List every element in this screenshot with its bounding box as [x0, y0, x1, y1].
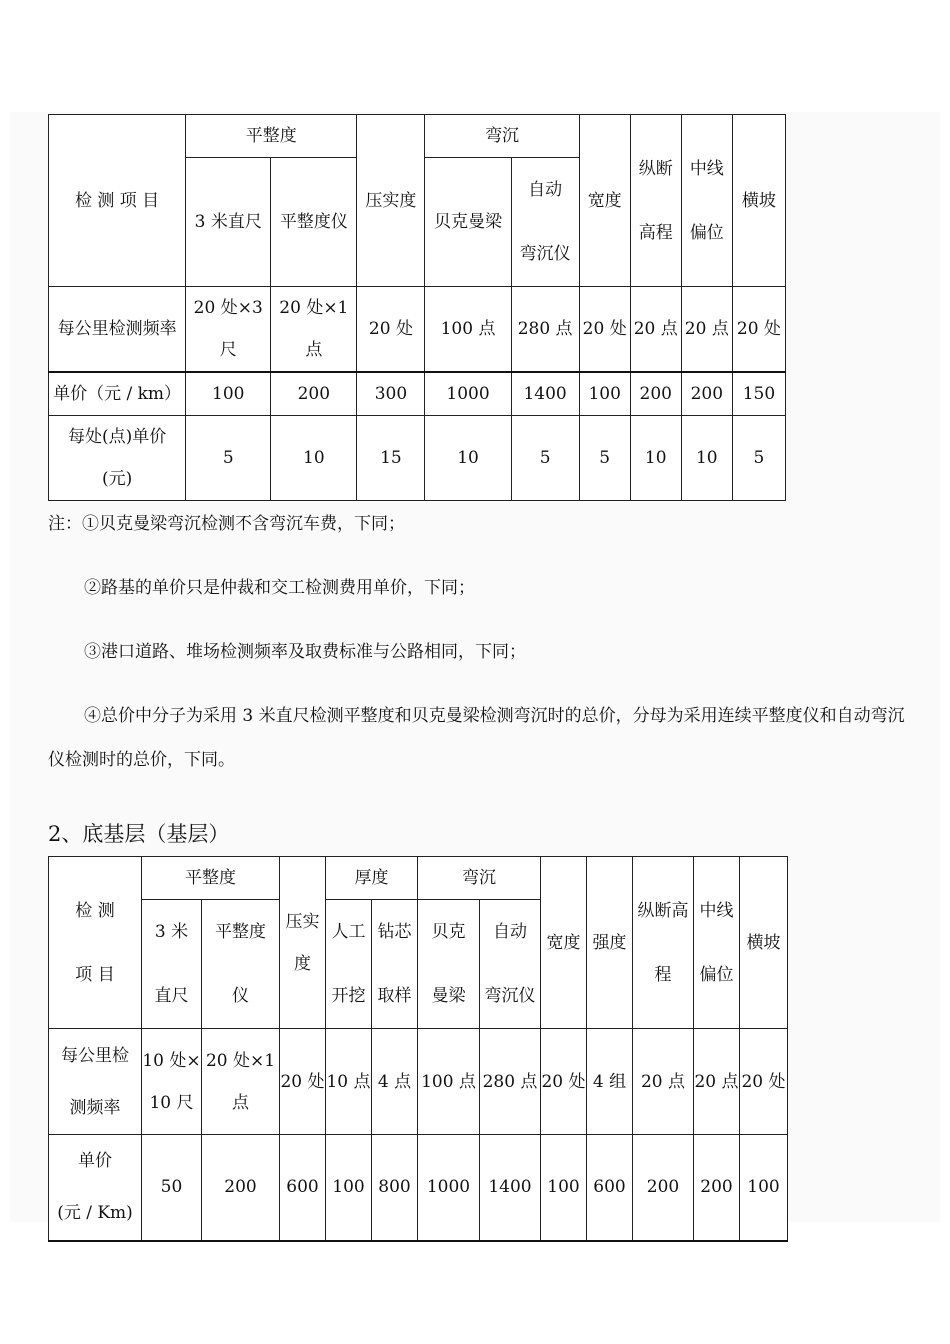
price-label: 单价（元 / km）: [49, 372, 186, 416]
price-cell: 1000: [418, 1135, 480, 1241]
price-cell: 100: [541, 1135, 587, 1241]
freq-cell: 20 处: [541, 1029, 587, 1135]
price-cell: 600: [280, 1135, 326, 1241]
header-slope: 横坡: [732, 115, 785, 287]
freq-label: 每公里检 测频率: [49, 1029, 142, 1135]
freq-cell: 20 点: [694, 1029, 740, 1135]
price-cell: 1000: [425, 372, 511, 416]
price-cell: 200: [271, 372, 357, 416]
unit-price-cell: 5: [511, 416, 579, 501]
price-cell: 200: [633, 1135, 694, 1241]
header-compaction: 压实度: [357, 115, 425, 287]
header-centerline-offset: 中线 偏位: [681, 115, 732, 287]
roadbed-inspection-table: [48, 114, 786, 501]
header-auto-deflectometer: 自动 弯沉仪: [480, 900, 541, 1029]
freq-cell: 4 组: [587, 1029, 633, 1135]
freq-cell: 10 处× 10 尺: [142, 1029, 202, 1135]
header-deflection: 弯沉: [425, 115, 579, 158]
header-item: 检 测 项 目: [49, 115, 186, 287]
price-cell: 150: [732, 372, 785, 416]
header-thickness: 厚度: [326, 857, 418, 900]
price-cell: 1400: [511, 372, 579, 416]
freq-cell: 4 点: [372, 1029, 418, 1135]
subbase-inspection-table: [48, 856, 788, 1242]
note-2: ②路基的单价只是仲裁和交工检测费用单价，下同；: [84, 578, 475, 598]
price-cell: 200: [681, 372, 732, 416]
freq-cell: 10 点: [326, 1029, 372, 1135]
freq-cell: 20 处: [357, 287, 425, 373]
header-compaction: 压实 度: [280, 857, 326, 1029]
freq-cell: 20 处: [280, 1029, 326, 1135]
unit-price-cell: 10: [681, 416, 732, 501]
header-width: 宽度: [579, 115, 630, 287]
price-cell: 300: [357, 372, 425, 416]
header-benkelman: 贝克 曼梁: [418, 900, 480, 1029]
freq-cell: 280 点: [511, 287, 579, 373]
header-flatness-meter: 平整度仪: [271, 158, 357, 287]
unit-price-cell: 10: [271, 416, 357, 501]
unit-price-cell: 15: [357, 416, 425, 501]
freq-cell: 20 处: [579, 287, 630, 373]
freq-cell: 280 点: [480, 1029, 541, 1135]
header-item: 检 测 项 目: [49, 857, 142, 1029]
price-cell: 200: [202, 1135, 280, 1241]
unit-price-cell: 5: [579, 416, 630, 501]
section-2-title: 2、底基层（基层）: [48, 822, 230, 846]
price-label: 单价 (元 / Km): [49, 1135, 142, 1241]
price-cell: 600: [587, 1135, 633, 1241]
header-flatness: 平整度: [186, 115, 357, 158]
price-cell: 100: [326, 1135, 372, 1241]
note-4: ④总价中分子为采用 3 米直尺检测平整度和贝克曼梁检测弯沉时的总价，分母为采用连续平整度仪和自动弯沉仪检测时的总价，下同。: [48, 706, 905, 770]
header-flatness-meter: 平整度 仪: [202, 900, 280, 1029]
freq-cell: 20 处×1 点: [202, 1029, 280, 1135]
price-cell: 50: [142, 1135, 202, 1241]
freq-cell: 20 处: [740, 1029, 788, 1135]
freq-cell: 20 点: [630, 287, 681, 373]
header-centerline-offset: 中线 偏位: [694, 857, 740, 1029]
note-3: ③港口道路、堆场检测频率及取费标准与公路相同，下同；: [84, 642, 526, 662]
unit-price-cell: 10: [425, 416, 511, 501]
price-cell: 100: [186, 372, 271, 416]
price-cell: 200: [630, 372, 681, 416]
price-cell: 1400: [480, 1135, 541, 1241]
freq-cell: 20 点: [681, 287, 732, 373]
header-core-sample: 钻芯 取样: [372, 900, 418, 1029]
price-cell: 100: [740, 1135, 788, 1241]
header-auto-deflectometer: 自动 弯沉仪: [511, 158, 579, 287]
unit-price-label: 每处(点)单价 (元): [49, 416, 186, 501]
unit-price-cell: 5: [732, 416, 785, 501]
freq-cell: 20 处×1 点: [271, 287, 357, 373]
price-cell: 800: [372, 1135, 418, 1241]
freq-cell: 20 处×3 尺: [186, 287, 271, 373]
freq-cell: 100 点: [425, 287, 511, 373]
freq-cell: 20 点: [633, 1029, 694, 1135]
note-1: 注：①贝克曼梁弯沉检测不含弯沉车费，下同；: [48, 514, 405, 534]
freq-cell: 100 点: [418, 1029, 480, 1135]
header-slope: 横坡: [740, 857, 788, 1029]
freq-cell: 20 处: [732, 287, 785, 373]
header-flatness: 平整度: [142, 857, 280, 900]
price-cell: 200: [694, 1135, 740, 1241]
header-3m-ruler: 3 米 直尺: [142, 900, 202, 1029]
header-manual-dig: 人工 开挖: [326, 900, 372, 1029]
unit-price-cell: 10: [630, 416, 681, 501]
unit-price-cell: 5: [186, 416, 271, 501]
price-cell: 100: [579, 372, 630, 416]
header-elevation: 纵断高 程: [633, 857, 694, 1029]
header-3m-ruler: 3 米直尺: [186, 158, 271, 287]
header-strength: 强度: [587, 857, 633, 1029]
header-benkelman: 贝克曼梁: [425, 158, 511, 287]
header-deflection: 弯沉: [418, 857, 541, 900]
header-elevation: 纵断 高程: [630, 115, 681, 287]
freq-label: 每公里检测频率: [49, 287, 186, 373]
header-width: 宽度: [541, 857, 587, 1029]
